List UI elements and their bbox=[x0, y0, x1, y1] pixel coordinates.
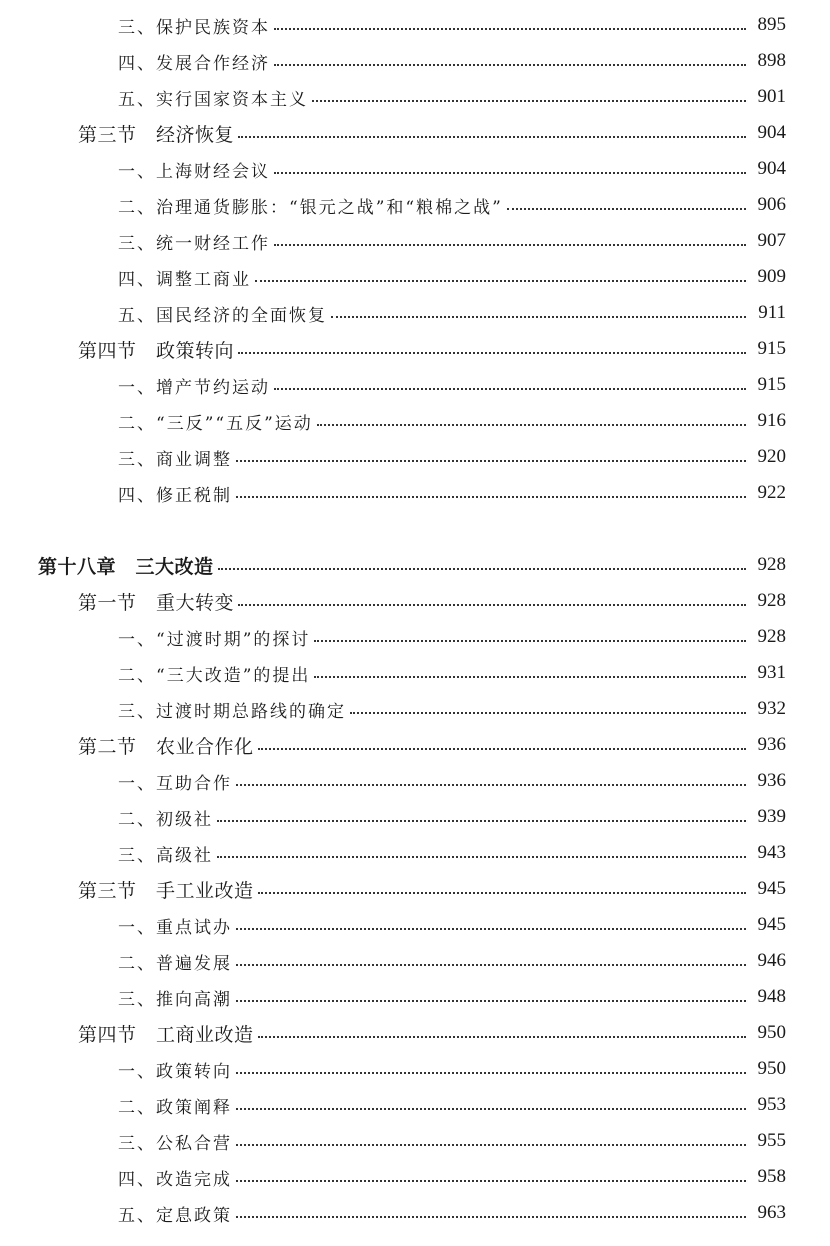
toc-item-title: 三、保护民族资本 bbox=[118, 17, 270, 38]
dot-leader bbox=[218, 568, 746, 570]
dot-leader bbox=[312, 100, 746, 102]
toc-item-title: 一、上海财经会议 bbox=[118, 161, 270, 182]
toc-item-row bbox=[118, 154, 786, 184]
toc-page-number: 932 bbox=[757, 698, 786, 719]
toc-item-title: 二、治理通货膨胀：“银元之战”和“粮棉之战” bbox=[118, 197, 503, 218]
dot-leader bbox=[236, 784, 746, 786]
toc-page-number: 920 bbox=[757, 446, 786, 467]
dot-leader bbox=[238, 136, 746, 138]
dot-leader bbox=[507, 208, 746, 210]
toc-item-title: 一、增产节约运动 bbox=[118, 377, 270, 398]
toc-item-title: 三、过渡时期总路线的确定 bbox=[118, 701, 346, 722]
toc-page-number: 916 bbox=[757, 410, 786, 431]
toc-section-title: 第三节 手工业改造 bbox=[78, 879, 254, 902]
dot-leader bbox=[331, 316, 746, 318]
toc-item-row bbox=[118, 1054, 786, 1084]
toc-item-title: 一、政策转向 bbox=[118, 1061, 232, 1082]
toc-page-number: 958 bbox=[757, 1166, 786, 1187]
dot-leader bbox=[314, 640, 746, 642]
dot-leader bbox=[217, 820, 746, 822]
toc-item-title: 二、普遍发展 bbox=[118, 953, 232, 974]
toc-page-number: 909 bbox=[757, 266, 786, 287]
toc-chapter-row bbox=[38, 550, 786, 580]
toc-page-number: 928 bbox=[757, 554, 786, 575]
toc-item-row bbox=[118, 694, 786, 724]
toc-item-row bbox=[118, 190, 786, 220]
toc-item-row bbox=[118, 370, 786, 400]
toc-section-row bbox=[78, 586, 786, 616]
toc-section-title: 第一节 重大转变 bbox=[78, 591, 235, 614]
toc-page-number: 948 bbox=[757, 986, 786, 1007]
toc-item-row bbox=[118, 82, 786, 112]
toc-page-number: 898 bbox=[757, 50, 786, 71]
toc-item-row bbox=[118, 298, 786, 328]
toc-item-row bbox=[118, 982, 786, 1012]
dot-leader bbox=[238, 352, 746, 354]
dot-leader bbox=[236, 496, 746, 498]
toc-item-title: 四、改造完成 bbox=[118, 1169, 232, 1190]
toc-item-title: 一、互助合作 bbox=[118, 773, 232, 794]
toc-section-title: 第二节 农业合作化 bbox=[78, 735, 254, 758]
toc-item-row bbox=[118, 1126, 786, 1156]
toc-item-row bbox=[118, 226, 786, 256]
dot-leader bbox=[274, 388, 746, 390]
toc-item-title: 三、公私合营 bbox=[118, 1133, 232, 1154]
toc-chapter-title: 第十八章 三大改造 bbox=[38, 555, 214, 578]
toc-section-row bbox=[78, 1018, 786, 1048]
toc-page-number: 955 bbox=[757, 1130, 786, 1151]
toc-item-row bbox=[118, 1198, 786, 1228]
dot-leader bbox=[236, 460, 746, 462]
toc-page-number: 931 bbox=[757, 662, 786, 683]
dot-leader bbox=[258, 748, 746, 750]
dot-leader bbox=[258, 1036, 746, 1038]
dot-leader bbox=[274, 28, 746, 30]
toc-item-row bbox=[118, 262, 786, 292]
toc-page-number: 945 bbox=[757, 914, 786, 935]
dot-leader bbox=[236, 1144, 746, 1146]
toc-page-number: 945 bbox=[757, 878, 786, 899]
toc-page-number: 928 bbox=[757, 626, 786, 647]
toc-section-title: 第三节 经济恢复 bbox=[78, 123, 235, 146]
toc-section-title: 第四节 政策转向 bbox=[78, 339, 235, 362]
toc-item-title: 五、国民经济的全面恢复 bbox=[118, 305, 327, 326]
toc-item-row bbox=[118, 910, 786, 940]
dot-leader bbox=[217, 856, 746, 858]
toc-page-number: 915 bbox=[757, 338, 786, 359]
toc-page-number: 963 bbox=[757, 1202, 786, 1223]
toc-item-title: 四、发展合作经济 bbox=[118, 53, 270, 74]
dot-leader bbox=[236, 1216, 746, 1218]
dot-leader bbox=[274, 172, 746, 174]
dot-leader bbox=[236, 1180, 746, 1182]
toc-item-row bbox=[118, 838, 786, 868]
dot-leader bbox=[317, 424, 746, 426]
dot-leader bbox=[236, 964, 746, 966]
toc-item-title: 五、定息政策 bbox=[118, 1205, 232, 1226]
toc-page-number: 953 bbox=[757, 1094, 786, 1115]
toc-item-row bbox=[118, 1090, 786, 1120]
toc-page-number: 906 bbox=[757, 194, 786, 215]
dot-leader bbox=[274, 244, 746, 246]
toc-item-title: 一、重点试办 bbox=[118, 917, 232, 938]
toc-item-row bbox=[118, 658, 786, 688]
toc-page-number: 904 bbox=[757, 122, 786, 143]
dot-leader bbox=[238, 604, 746, 606]
toc-page-number: 936 bbox=[757, 770, 786, 791]
toc-page-number: 904 bbox=[757, 158, 786, 179]
toc-item-title: 一、“过渡时期”的探讨 bbox=[118, 629, 311, 650]
dot-leader bbox=[255, 280, 746, 282]
toc-item-row bbox=[118, 46, 786, 76]
dot-leader bbox=[274, 64, 746, 66]
toc-item-title: 二、初级社 bbox=[118, 809, 213, 830]
toc-page-number: 895 bbox=[757, 14, 786, 35]
toc-page-number: 946 bbox=[757, 950, 786, 971]
toc-item-title: 三、高级社 bbox=[118, 845, 213, 866]
dot-leader bbox=[236, 1072, 746, 1074]
toc-item-row bbox=[118, 478, 786, 508]
toc-page-number: 950 bbox=[757, 1058, 786, 1079]
dot-leader bbox=[236, 928, 746, 930]
toc-section-row bbox=[78, 334, 786, 364]
toc-item-title: 二、“三反”“五反”运动 bbox=[118, 413, 313, 434]
dot-leader bbox=[236, 1108, 746, 1110]
toc-section-row bbox=[78, 874, 786, 904]
toc-item-row bbox=[118, 802, 786, 832]
toc-item-title: 四、修正税制 bbox=[118, 485, 232, 506]
toc-item-title: 三、统一财经工作 bbox=[118, 233, 270, 254]
dot-leader bbox=[258, 892, 746, 894]
toc-item-title: 四、调整工商业 bbox=[118, 269, 251, 290]
toc-page-number: 922 bbox=[757, 482, 786, 503]
toc-item-row bbox=[118, 406, 786, 436]
toc-page-number: 936 bbox=[757, 734, 786, 755]
toc-page-number: 943 bbox=[757, 842, 786, 863]
toc-item-title: 五、实行国家资本主义 bbox=[118, 89, 308, 110]
toc-item-row bbox=[118, 946, 786, 976]
toc-page-number: 907 bbox=[757, 230, 786, 251]
toc-item-row bbox=[118, 10, 786, 40]
toc-page-number: 950 bbox=[757, 1022, 786, 1043]
toc-item-row bbox=[118, 442, 786, 472]
toc-item-row bbox=[118, 766, 786, 796]
toc-item-title: 三、推向高潮 bbox=[118, 989, 232, 1010]
toc-page-number: 911 bbox=[758, 302, 786, 323]
toc-item-title: 二、“三大改造”的提出 bbox=[118, 665, 311, 686]
toc-section-title: 第四节 工商业改造 bbox=[78, 1023, 254, 1046]
toc-item-title: 二、政策阐释 bbox=[118, 1097, 232, 1118]
toc-item-row bbox=[118, 622, 786, 652]
dot-leader bbox=[236, 1000, 746, 1002]
toc-page-number: 901 bbox=[757, 86, 786, 107]
toc-item-row bbox=[118, 1162, 786, 1192]
toc-page-number: 928 bbox=[757, 590, 786, 611]
toc-section-row bbox=[78, 730, 786, 760]
toc-section-row bbox=[78, 118, 786, 148]
dot-leader bbox=[350, 712, 746, 714]
toc-item-title: 三、商业调整 bbox=[118, 449, 232, 470]
dot-leader bbox=[314, 676, 746, 678]
toc-page-number: 915 bbox=[757, 374, 786, 395]
toc-page-number: 939 bbox=[757, 806, 786, 827]
